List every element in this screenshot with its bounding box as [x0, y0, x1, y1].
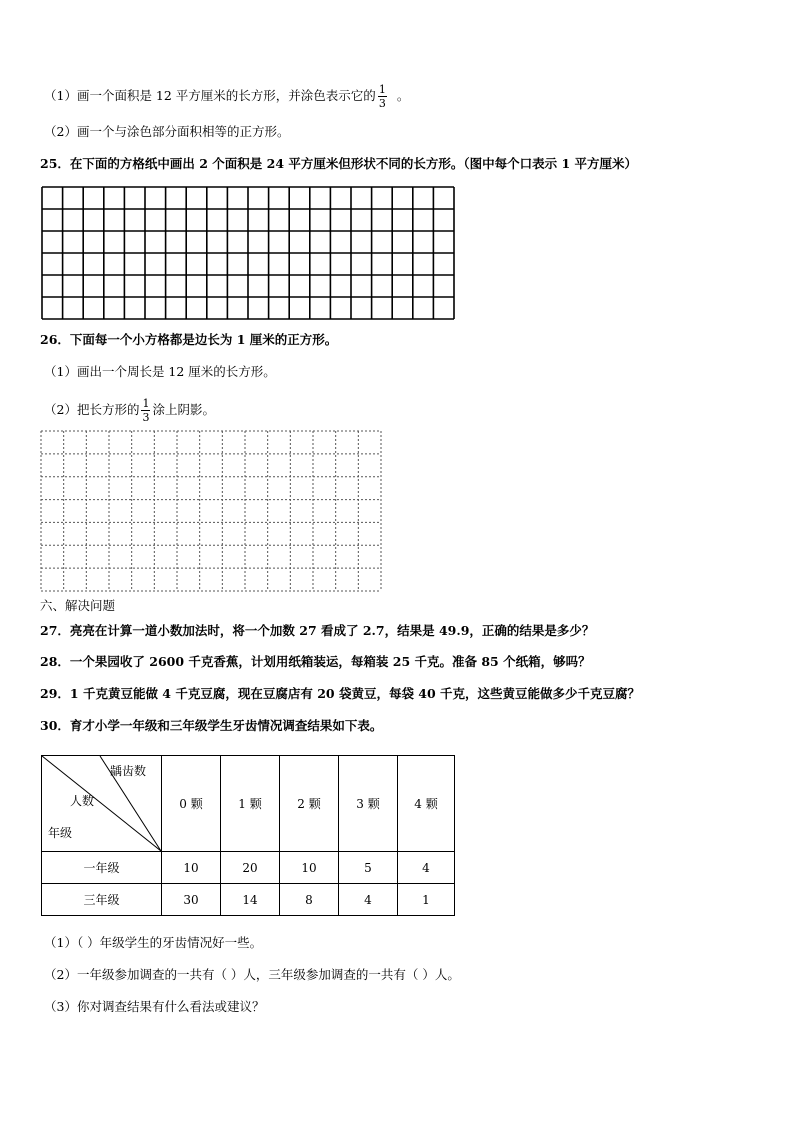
q30-sub1: （1）（ ）年级学生的牙齿情况好一些。 [44, 935, 263, 950]
q28-question: 28．一个果园收了 2600 千克香蕉，计划用纸箱装运，每箱装 25 千克。准备 85 个纸箱，够吗？ [40, 654, 591, 669]
column-header: 0 颗 [162, 756, 221, 852]
q25-square-grid [41, 186, 455, 320]
row-grade: 一年级 [42, 852, 162, 884]
table-row [42, 852, 455, 884]
table-cell: 20 [221, 852, 280, 884]
column-header: 4 颗 [398, 756, 455, 852]
q26-sub1: （1）画出一个周长是 12 厘米的长方形。 [44, 364, 276, 379]
q24-sub1 [44, 84, 409, 109]
header-grade: 年级 [48, 826, 73, 840]
survey-table [41, 755, 455, 916]
table-cell: 5 [339, 852, 398, 884]
table-cell: 4 [339, 884, 398, 916]
table-cell: 8 [280, 884, 339, 916]
table-cell: 4 [398, 852, 455, 884]
q24-sub2: （2）画一个与涂色部分面积相等的正方形。 [44, 124, 290, 139]
table-header-row [42, 756, 455, 852]
q30-sub2: （2）一年级参加调查的一共有（ ）人，三年级参加调查的一共有（ ）人。 [44, 967, 460, 982]
fraction-numerator: 1 [142, 397, 150, 410]
table-cell: 10 [162, 852, 221, 884]
column-header: 2 颗 [280, 756, 339, 852]
fraction-denominator: 3 [378, 97, 386, 110]
q24-sub1-text: （1）画一个面积是 12 平方厘米的长方形，并涂色表示它的 [44, 88, 376, 103]
table-cell: 14 [221, 884, 280, 916]
fraction-numerator: 1 [378, 83, 386, 96]
header-decayed-teeth: 龋齿数 [110, 764, 147, 778]
table-cell: 1 [398, 884, 455, 916]
column-header: 3 颗 [339, 756, 398, 852]
q30-question: 30．育才小学一年级和三年级学生牙齿情况调查结果如下表。 [40, 718, 383, 733]
section-title: 六、解决问题 [40, 598, 116, 613]
fraction-one-third [378, 84, 387, 109]
row-grade: 三年级 [42, 884, 162, 916]
q24-sub1-end: 。 [396, 88, 410, 103]
q29-question: 29．1 千克黄豆能做 4 千克豆腐，现在豆腐店有 20 袋黄豆，每袋 40 千克，这些黄豆能做多少千克豆腐？ [40, 686, 641, 701]
q30-sub3: （3）你对调查结果有什么看法或建议？ [44, 999, 265, 1014]
q27-question: 27．亮亮在计算一道小数加法时，将一个加数 27 看成了 2.7，结果是 49.9，正确的结果是多少？ [40, 623, 595, 638]
column-header: 1 颗 [221, 756, 280, 852]
q26-sub2-text: （2）把长方形的 [44, 402, 140, 417]
diagonal-header-cell [42, 756, 162, 852]
q26-sub2-end: 涂上阴影。 [152, 402, 215, 417]
q26-dotted-grid [40, 430, 382, 592]
table-cell: 30 [162, 884, 221, 916]
table-cell: 10 [280, 852, 339, 884]
fraction-denominator: 3 [142, 411, 150, 424]
header-people: 人数 [70, 794, 95, 808]
q26-sub2 [44, 398, 215, 423]
q26-question: 26．下面每一个小方格都是边长为 1 厘米的正方形。 [40, 332, 338, 347]
fraction-one-third [141, 398, 150, 423]
table-row [42, 884, 455, 916]
q25-question: 25．在下面的方格纸中画出 2 个面积是 24 平方厘米但形状不同的长方形。（图中每个口表示 1 平方厘米） [40, 156, 638, 171]
